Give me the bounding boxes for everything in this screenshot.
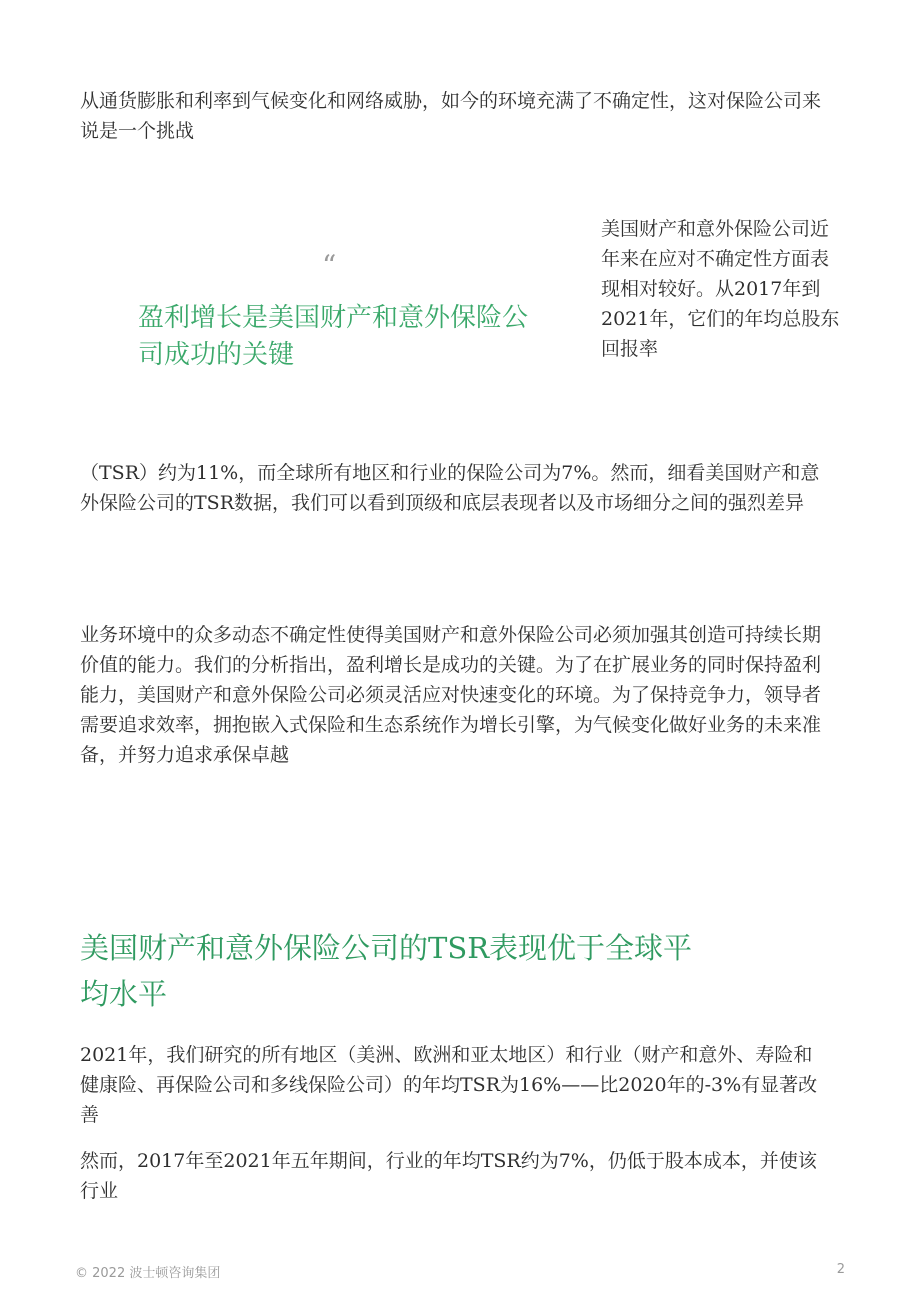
tsr-paragraph: （TSR）约为11%，而全球所有地区和行业的保险公司为7%。然而，细看美国财产和意外保险公司的TSR数据，我们可以看到顶级和底层表现者以及市场细分之间的强烈差异 (80, 462, 820, 514)
intro-paragraph: 从通货膨胀和利率到气候变化和网络威胁，如今的环境充满了不确定性，这对保险公司来说是一个挑战 (80, 90, 822, 142)
side-paragraph: 美国财产和意外保险公司近年来在应对不确定性方面表现相对较好。从2017年到2021年，它们的年均总股东回报率 (601, 218, 840, 360)
quote-mark-icon: “ (322, 249, 337, 282)
footer-copyright: © 2022 波士顿咨询集团 (75, 1266, 221, 1281)
section-heading: 美国财产和意外保险公司的TSR表现优于全球平均水平 (80, 931, 693, 1011)
uncertainty-paragraph: 业务环境中的众多动态不确定性使得美国财产和意外保险公司必须加强其创造可持续长期价值的能力。我们的分析指出，盈利增长是成功的关键。为了在扩展业务的同时保持盈利能力，美国财产和意外保险公司必须灵活应对快速变化的环境。为了保持竞争力，领导者需要追求效率，拥抱嵌入式保险和生态系统作为增长引擎，为气候变化做好业务的未来准备，并努力追求承保卓越 (80, 624, 822, 766)
pull-quote: 盈利增长是美国财产和意外保险公司成功的关键 (138, 303, 529, 370)
section-paragraph-1: 2021年，我们研究的所有地区（美洲、欧洲和亚太地区）和行业（财产和意外、寿险和健康险、再保险公司和多线保险公司）的年均TSR为16%——比2020年的-3%有显著改善 (80, 1044, 818, 1126)
page-number: 2 (836, 1262, 845, 1277)
section-paragraph-2: 然而，2017年至2021年五年期间，行业的年均TSR约为7%，仍低于股本成本，并使该行业 (80, 1150, 817, 1202)
